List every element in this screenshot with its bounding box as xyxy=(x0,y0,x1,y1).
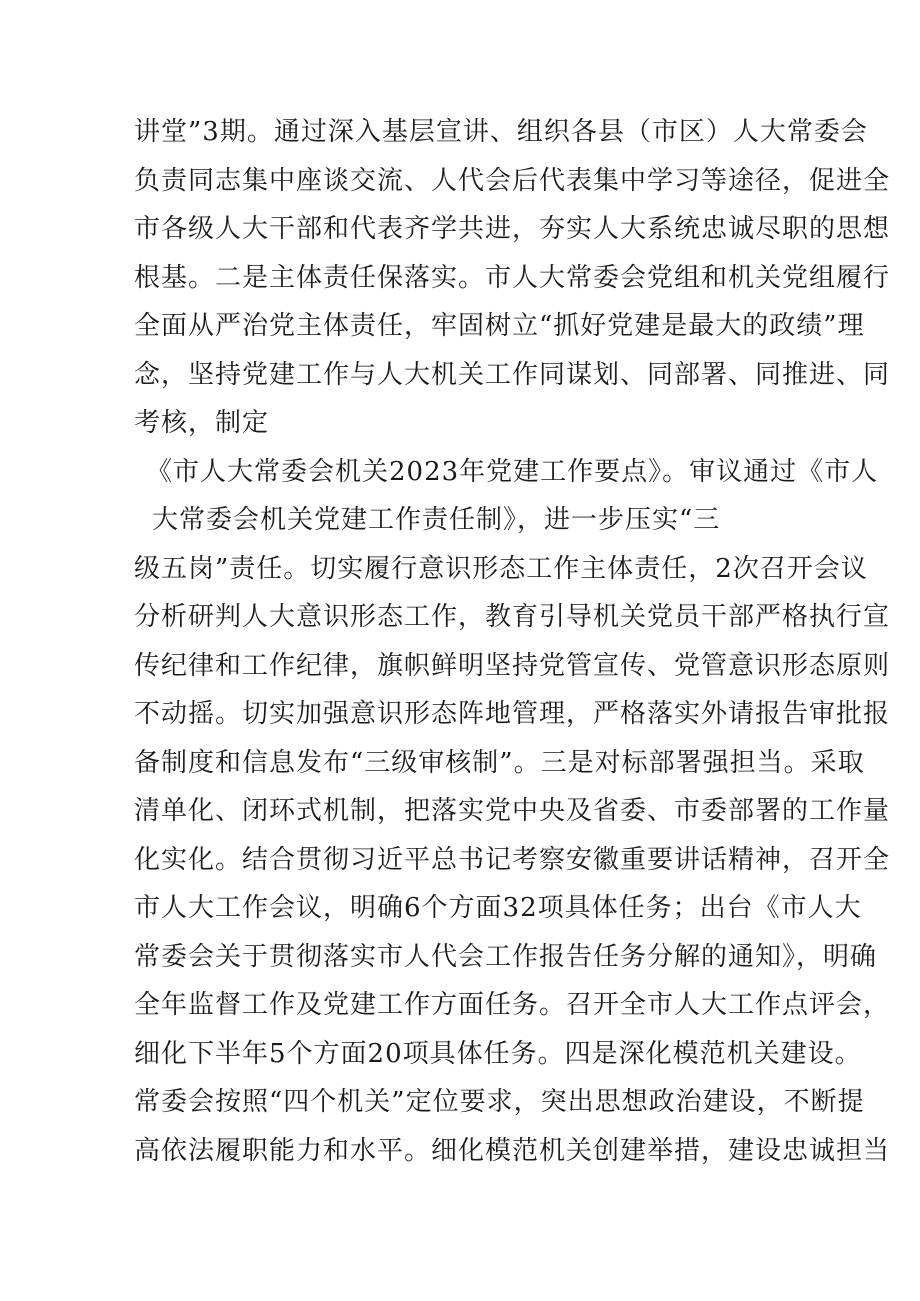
text-line-18: 常委会关于贯彻落实市人代会工作报告任务分解的通知》，明确 xyxy=(134,942,878,972)
text-line-13: 不动摇。切实加强意识形态阵地管理，严格落实外请报告审批报 xyxy=(134,699,891,729)
text-line-12: 传纪律和工作纪律，旗帜鲜明坚持党管宣传、党管意识形态原则 xyxy=(134,651,891,681)
text-line-5: 全面从严治党主体责任，牢固树立“抓好党建是最大的政绩”理 xyxy=(134,311,865,341)
text-line-1: 讲堂”3期。通过深入基层宣讲、组织各县（市区）人大常委会 xyxy=(134,117,868,147)
text-line-8: 《市人大常委会机关2023年党建工作要点》。审议通过《市人 xyxy=(146,457,879,487)
text-line-16: 化实化。结合贯彻习近平总书记考察安徽重要讲话精神，召开全 xyxy=(134,845,891,875)
text-line-15: 清单化、闭环式机制，把落实党中央及省委、市委部署的工作量 xyxy=(134,796,891,826)
text-line-14: 备制度和信息发布“三级审核制”。三是对标部署强担当。采取 xyxy=(134,748,865,778)
text-line-21: 常委会按照“四个机关”定位要求，突出思想政治建设，不断提 xyxy=(134,1087,865,1117)
text-line-2: 负责同志集中座谈交流、人代会后代表集中学习等途径，促进全 xyxy=(134,166,891,196)
text-line-7: 考核，制定 xyxy=(134,408,270,438)
text-line-3: 市各级人大干部和代表齐学共进，夯实人大系统忠诚尽职的思想 xyxy=(134,214,891,244)
text-line-19: 全年监督工作及党建工作方面任务。召开全市人大工作点评会， xyxy=(134,990,891,1020)
text-line-9: 大常委会机关党建工作责任制》，进一步压实“三 xyxy=(152,505,721,535)
text-line-4: 根基。二是主体责任保落实。市人大常委会党组和机关党组履行 xyxy=(134,263,891,293)
text-line-20: 细化下半年5个方面20项具体任务。四是深化模范机关建设。 xyxy=(134,1039,862,1069)
text-line-11: 分析研判人大意识形态工作，教育引导机关党员干部严格执行宣 xyxy=(134,602,891,632)
text-line-22: 高依法履职能力和水平。细化模范机关创建举措，建设忠诚担当 xyxy=(134,1136,891,1166)
text-line-6: 念，坚持党建工作与人大机关工作同谋划、同部署、同推进、同 xyxy=(134,360,891,390)
text-line-17: 市人大工作会议，明确6个方面32项具体任务；出台《市人大 xyxy=(134,893,862,923)
text-line-10: 级五岗”责任。切实履行意识形态工作主体责任，2次召开会议 xyxy=(134,554,868,584)
